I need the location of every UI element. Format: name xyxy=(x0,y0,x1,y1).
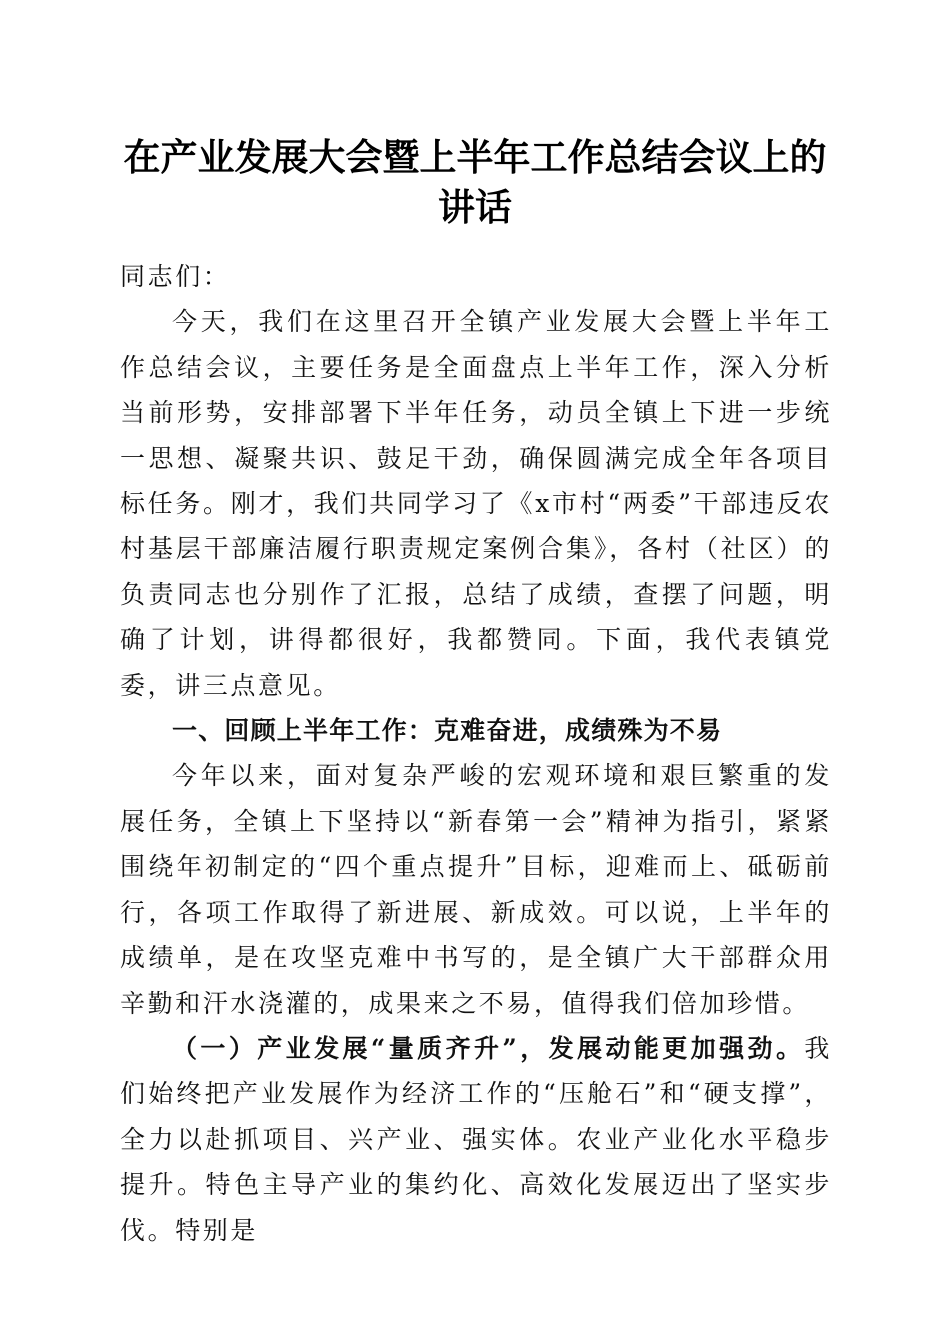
subsection-paragraph-1 xyxy=(120,1026,832,1253)
review-paragraph: 今年以来，面对复杂严峻的宏观环境和艰巨繁重的发展任务，全镇上下坚持以“新春第一会”精神为指引，紧紧围绕年初制定的“四个重点提升”目标，迎难而上、砥砺前行，各项工作取得了新进展、新成效。可以说，上半年的成绩单，是在攻坚克难中书写的，是全镇广大干部群众用辛勤和汗水浇灌的，成果来之不易，值得我们倍加珍惜。 xyxy=(120,761,832,1018)
salutation: 同志们： xyxy=(120,262,231,291)
subsection-heading-1: （一）产业发展“量质齐升”，发展动能更加强劲。 xyxy=(172,1033,805,1063)
section-heading-1: 一、回顾上半年工作：克难奋进，成绩殊为不易 xyxy=(172,716,723,746)
subsection-body-1: 我们始终把产业发展作为经济工作的“压舱石”和“硬支撑”，全力以赴抓项目、兴产业、强实体。农业产业化水平稳步提升。特色主导产业的集约化、高效化发展迈出了坚实步伐。特别是 xyxy=(120,1033,832,1245)
document-title: 在产业发展大会暨上半年工作总结会议上的讲话 xyxy=(123,135,827,229)
intro-paragraph: 今天，我们在这里召开全镇产业发展大会暨上半年工作总结会议，主要任务是全面盘点上半年工作，深入分析当前形势，安排部署下半年任务，动员全镇上下进一步统一思想、凝聚共识、鼓足干劲，确保圆满完成全年各项目标任务。刚才，我们共同学习了《x市村“两委”干部违反农村基层干部廉洁履行职责规定案例合集》，各村（社区）的负责同志也分别作了汇报，总结了成绩，查摆了问题，明确了计划，讲得都很好，我都赞同。下面，我代表镇党委，讲三点意见。 xyxy=(120,307,832,700)
document-body xyxy=(120,254,832,1253)
